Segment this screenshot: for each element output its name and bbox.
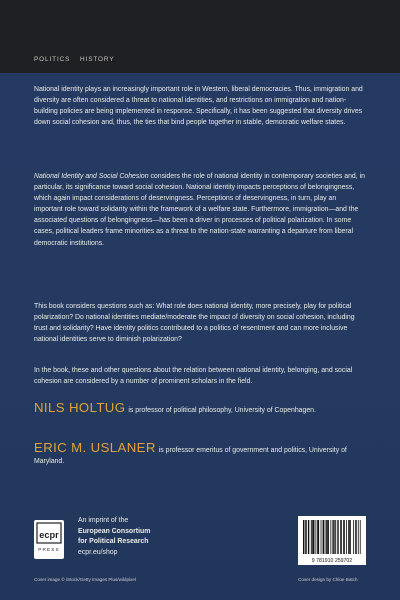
ecpr-press-logo — [34, 520, 64, 559]
barcode-graphic — [298, 516, 366, 565]
barcode-stripe — [353, 520, 354, 554]
barcode-stripe — [349, 520, 350, 554]
barcode-digits: 9 781910 259702 — [311, 558, 353, 564]
book-title-italic: National Identity and Social Cohesion — [34, 173, 149, 180]
barcode-stripe — [334, 520, 335, 554]
barcode-stripe — [346, 520, 347, 554]
author-bio-2 — [34, 442, 366, 467]
blurb-paragraph-3: This book considers questions such as: What role does national identity, more precisely, play for political polarization? Do national identities mediate/moderate the impact of diversity on social cohesion, including trust and solidarity? Have identity politics contributed to a politics of resentment and can more inclusive national identities serve to diminish polarization? — [34, 303, 355, 344]
barcode-stripe — [344, 520, 345, 554]
barcode-stripe — [311, 520, 312, 554]
publisher-url[interactable]: ecpr.eu/shop — [78, 548, 118, 556]
imprint-line: An imprint of the — [78, 517, 129, 524]
barcode-stripe — [332, 520, 333, 554]
logo-wordmark: ecpr — [39, 530, 59, 540]
barcode-stripe — [348, 520, 349, 554]
cover-image-credit: Cover image © iStock/Getty Images Plus/wildpixel — [34, 577, 136, 582]
barcode-stripe — [321, 520, 322, 554]
author-bio-text: is professor of political philosophy, University of Copenhagen. — [128, 407, 316, 414]
barcode-stripe — [358, 520, 359, 554]
barcode-stripe — [330, 520, 331, 554]
author-name: ERIC M. USLANER — [34, 440, 156, 455]
subject-categories — [34, 56, 122, 63]
barcode-stripe — [305, 520, 306, 554]
barcode-stripe — [350, 520, 351, 554]
barcode-stripe — [306, 520, 307, 554]
publisher-name-line-1: European Consortium — [78, 527, 151, 535]
author-name: NILS HOLTUG — [34, 400, 126, 415]
barcode-stripe — [312, 520, 313, 554]
category-history: HISTORY — [80, 56, 115, 63]
logo-press-label: PRESS — [38, 547, 60, 552]
cover-design-credit: Cover design by Chloe Batch — [298, 577, 358, 582]
blurb-paragraph-4: In the book, these and other questions about the relation between national identity, belonging, and social cohesion are considered by a number of prominent scholars in the field. — [34, 367, 353, 386]
top-band — [0, 0, 400, 73]
barcode-stripe — [324, 520, 325, 554]
publisher-imprint — [78, 516, 150, 558]
barcode-stripe — [317, 520, 318, 554]
barcode-stripe — [355, 520, 356, 554]
barcode-stripe — [308, 520, 309, 554]
barcode-stripe — [360, 520, 361, 554]
blurb-paragraph-2-text: considers the role of national identity in contemporary societies and, in particular, its significance toward social cohesion. National identity impacts perceptions of belongingness, which again impact considerations of deservingness. Perceptions of deservingness, in turn, play an important role toward solidarity within the framework of a welfare state. Furthermore, immigration—and the associated questions of belongingness—has been a driver in processes of political polarization. In some cases, political leaders frame minorities as a threat to the nation-state warranting a departure from liberal democratic institutions. — [34, 173, 365, 247]
barcode-stripe — [356, 520, 357, 554]
barcode-stripe — [318, 520, 319, 554]
blurb-paragraph-1: National identity plays an increasingly important role in Western, liberal democracies. Thus, immigration and diversity are often considered a threat to national identities, and restrictions on immigration and nation-building policies are being implemented in response. Specifically, it has been suggested that diversity drives down social cohesion and, thus, the ties that bind people together in stable, democratic welfare states. — [34, 86, 363, 127]
barcode-stripe — [343, 520, 344, 554]
barcode-stripe — [341, 520, 342, 554]
publisher-name-line-2: for Political Research — [78, 538, 149, 546]
barcode-stripe — [313, 520, 314, 554]
barcode-stripe — [303, 520, 304, 554]
blurb-paragraph-2 — [34, 171, 366, 249]
barcode-stripe — [326, 520, 327, 554]
barcode-stripe — [328, 520, 329, 554]
barcode-stripe — [315, 520, 316, 554]
author-bio-text: is professor emeritus of government and politics, University of Maryland. — [34, 447, 347, 466]
isbn-barcode — [298, 516, 366, 565]
barcode-stripe — [337, 520, 338, 554]
barcode-stripe — [327, 520, 328, 554]
author-bio-1 — [34, 402, 366, 416]
barcode-stripe — [340, 520, 341, 554]
barcode-stripe — [335, 520, 336, 554]
category-politics: POLITICS — [34, 56, 71, 63]
